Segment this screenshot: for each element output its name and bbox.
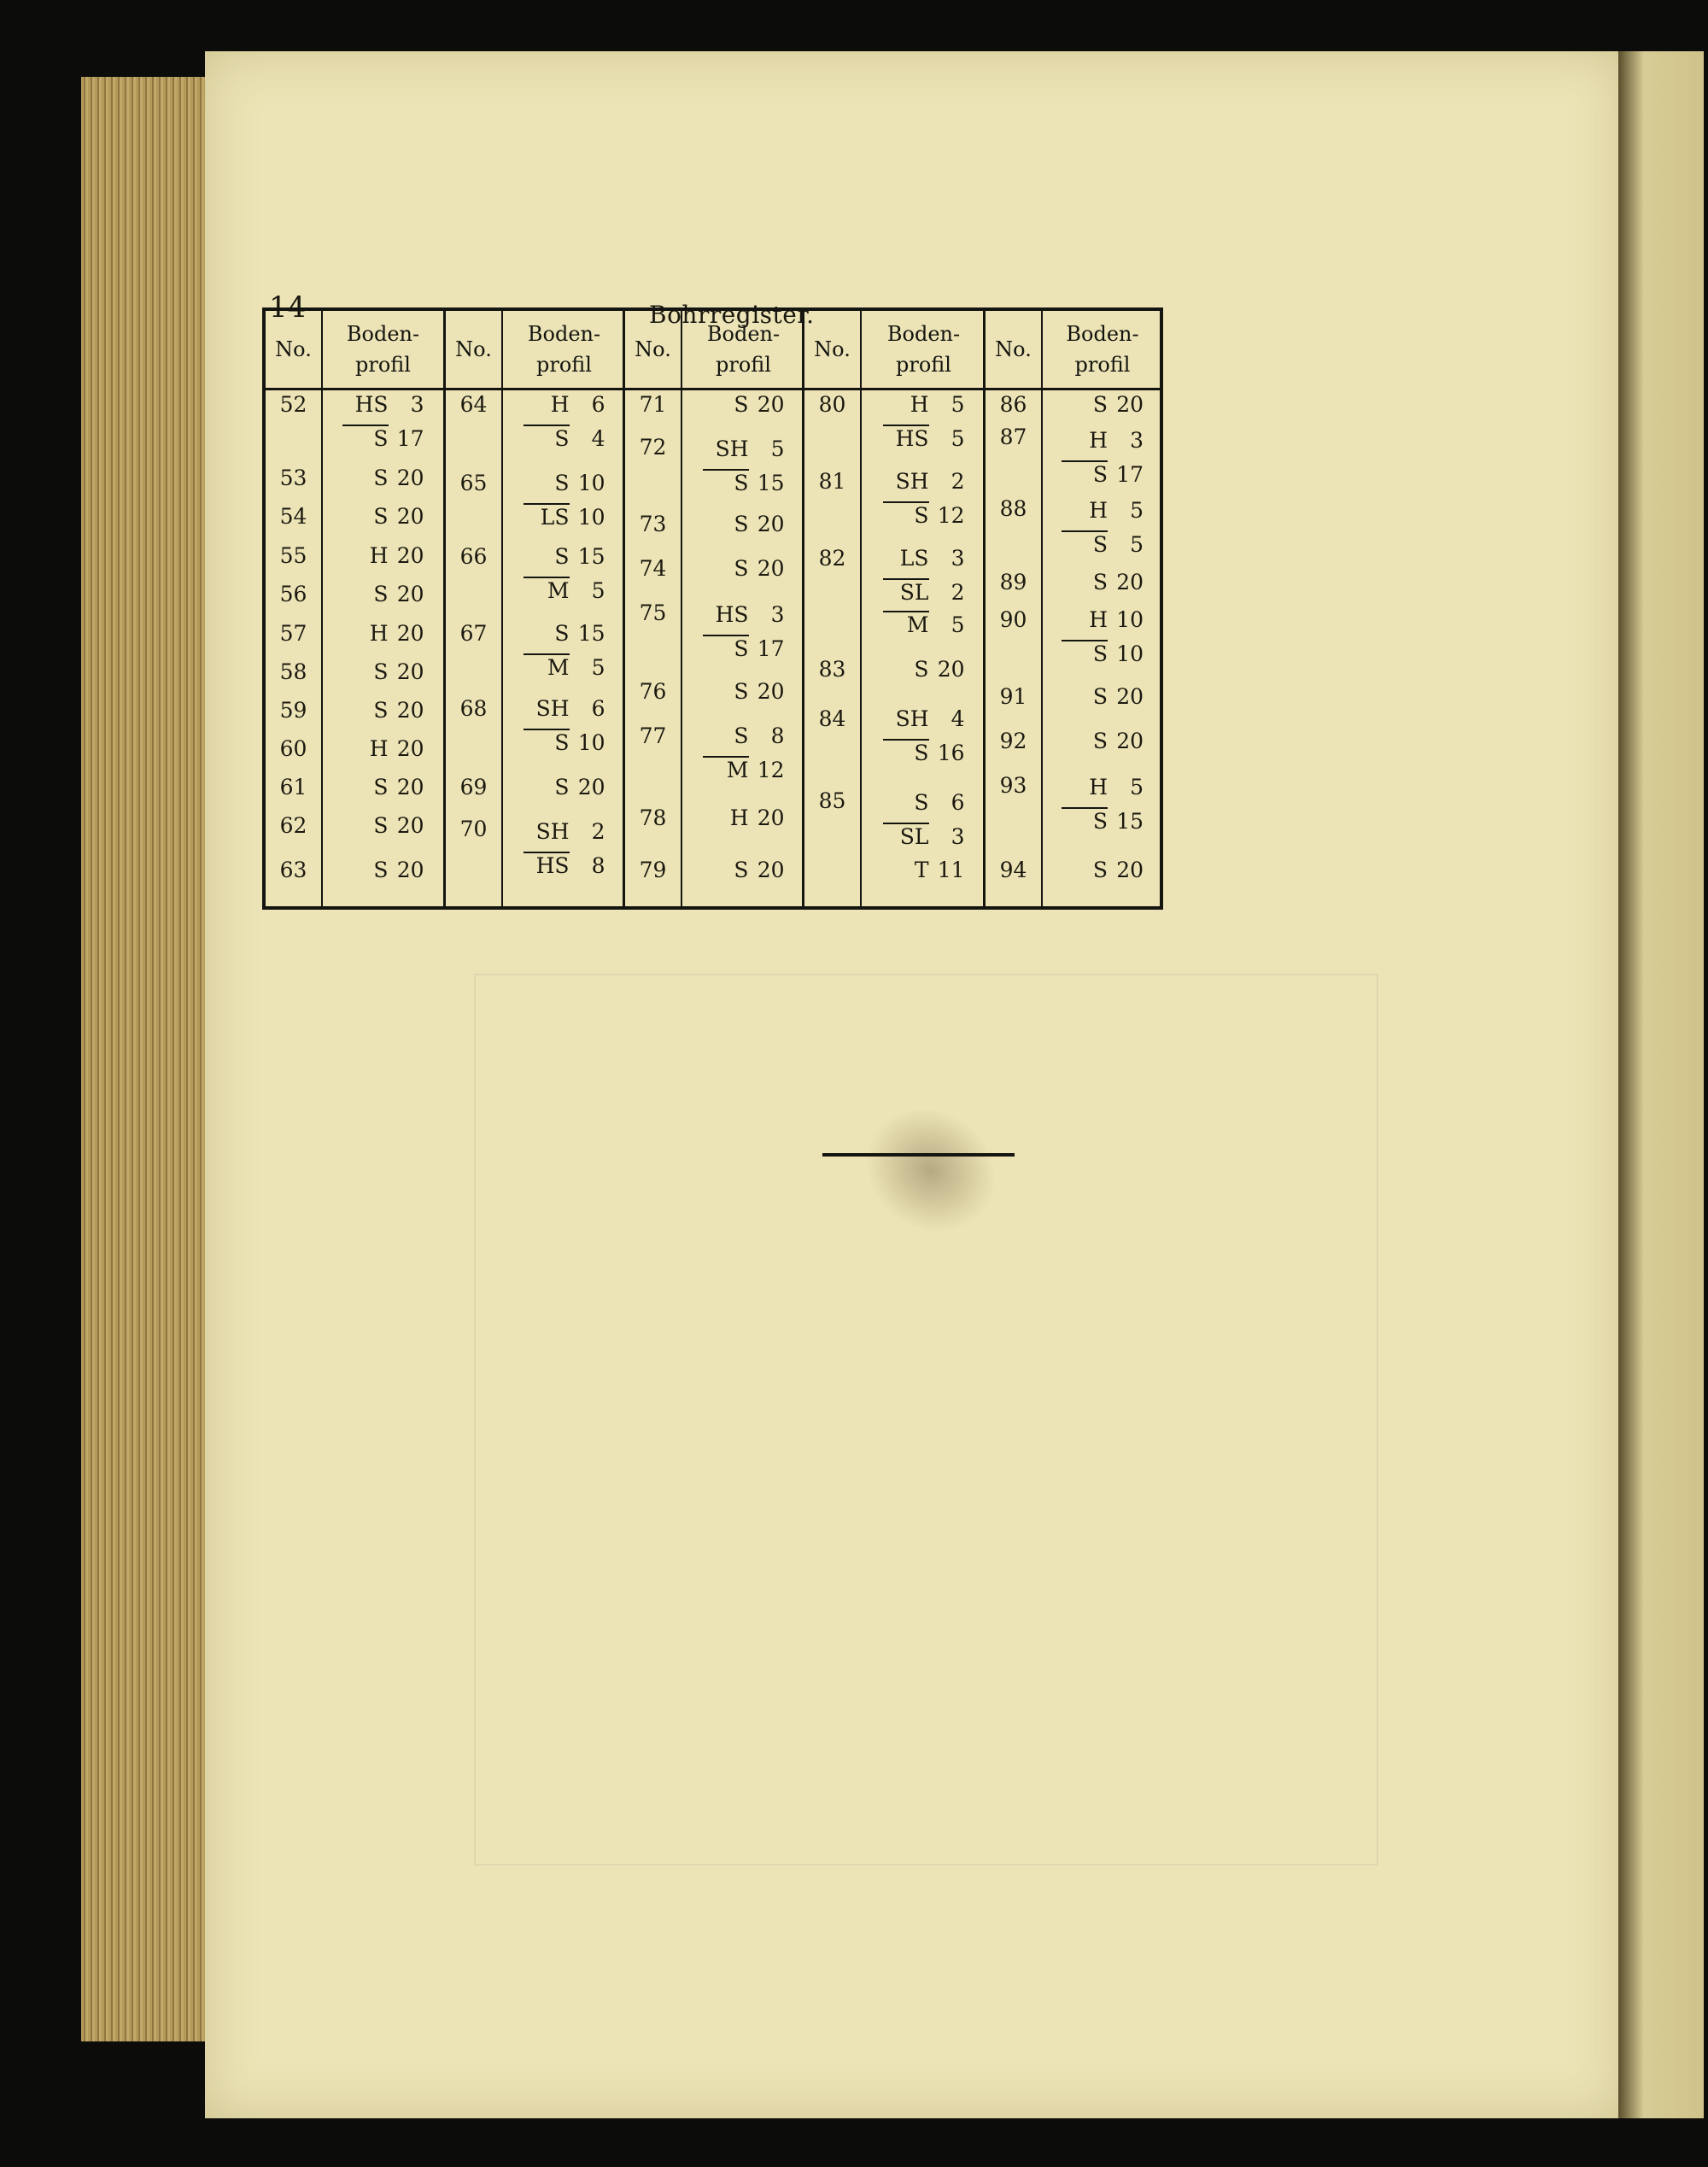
soil-layer [323, 736, 443, 761]
layer-thickness: 5 [1130, 498, 1144, 523]
soil-layer [323, 392, 443, 417]
soil-layer [323, 504, 443, 529]
soil-layer [682, 602, 804, 627]
soil-layer [682, 756, 804, 782]
soil-layer [682, 469, 804, 495]
soil-symbol: S [734, 556, 749, 581]
soil-symbol: S [373, 698, 389, 723]
soil-symbol: HS [524, 852, 570, 878]
layer-thickness: 10 [1116, 641, 1144, 666]
layer-thickness: 16 [937, 741, 965, 765]
layer-thickness: 20 [1116, 684, 1144, 709]
soil-symbol: M [883, 611, 929, 637]
soil-layer [503, 471, 625, 495]
column-group [983, 311, 1162, 906]
bohrung-number: 65 [459, 471, 488, 495]
no-header: No. [804, 311, 860, 390]
layer-thickness: 15 [1116, 809, 1144, 834]
soil-layer [862, 706, 986, 731]
soil-layer [682, 723, 804, 748]
layer-thickness: 20 [1116, 392, 1144, 417]
bohrung-number: 86 [999, 392, 1027, 417]
soil-layer [503, 852, 625, 878]
no-header: No. [266, 311, 321, 390]
layer-thickness: 20 [396, 858, 424, 882]
layer-thickness: 20 [396, 504, 424, 529]
soil-layer [503, 653, 625, 680]
bohrung-number: 55 [279, 543, 307, 568]
soil-layer [862, 546, 986, 571]
layer-thickness: 2 [591, 819, 605, 844]
soil-layer [862, 611, 986, 637]
soil-symbol: S [883, 501, 929, 528]
soil-layer [323, 425, 443, 451]
soil-layer [862, 739, 986, 765]
bohrung-number: 80 [818, 392, 846, 417]
layer-thickness: 5 [591, 578, 605, 603]
no-column [446, 311, 503, 906]
soil-symbol: HS [883, 425, 929, 451]
column-group [623, 311, 804, 906]
column-group [266, 311, 443, 906]
no-header: No. [446, 311, 501, 390]
soil-layer [1043, 775, 1162, 799]
layer-thickness: 10 [1116, 607, 1144, 632]
soil-layer [682, 556, 804, 581]
layer-thickness: 3 [951, 824, 965, 849]
soil-symbol: S [554, 621, 570, 646]
facing-page-edge [1618, 51, 1704, 2118]
soil-layer [503, 544, 625, 569]
soil-layer [682, 436, 804, 461]
soil-symbol: S [373, 775, 389, 799]
soil-symbol: LS [524, 503, 570, 530]
layer-thickness: 3 [770, 602, 785, 627]
bodenprofil-header: Boden- profil [1043, 311, 1162, 390]
soil-layer [1043, 460, 1162, 487]
soil-symbol: S [1062, 640, 1108, 666]
soil-symbol: S [1092, 684, 1108, 709]
book-page-edges [81, 77, 209, 2041]
soil-symbol: S [1092, 392, 1108, 417]
soil-symbol: S [524, 729, 570, 755]
layer-thickness: 6 [591, 696, 605, 721]
layer-thickness: 8 [591, 853, 605, 878]
bohrung-number: 69 [459, 775, 488, 799]
soil-layer [862, 578, 986, 605]
soil-layer [1043, 530, 1162, 557]
soil-layer [862, 657, 986, 682]
soil-symbol: M [703, 756, 749, 782]
soil-symbol: M [524, 577, 570, 603]
soil-symbol: S [342, 425, 389, 451]
layer-thickness: 20 [396, 698, 424, 723]
soil-layer [862, 790, 986, 815]
soil-layer [503, 577, 625, 603]
soil-layer [682, 392, 804, 417]
soil-layer [862, 823, 986, 849]
soil-symbol: S [703, 635, 749, 661]
soil-symbol: M [524, 653, 570, 680]
layer-thickness: 6 [591, 392, 605, 417]
soil-symbol: S [373, 858, 389, 882]
soil-symbol: S [734, 679, 749, 704]
soil-symbol: S [373, 504, 389, 529]
layer-thickness: 12 [937, 503, 965, 528]
no-column [625, 311, 682, 906]
bohrung-number: 63 [279, 858, 307, 882]
soil-symbol: SH [895, 469, 929, 494]
soil-symbol: S [734, 512, 749, 536]
soil-symbol: S [554, 775, 570, 799]
layer-thickness: 12 [757, 758, 785, 782]
bohrung-number: 73 [639, 512, 667, 536]
bohrung-number: 70 [459, 817, 488, 841]
layer-thickness: 5 [1130, 532, 1144, 557]
layer-thickness: 10 [577, 471, 605, 495]
layer-thickness: 11 [937, 858, 965, 882]
bohrung-number: 57 [279, 621, 307, 646]
bohrung-number: 62 [279, 813, 307, 838]
soil-symbol: H [1089, 498, 1108, 523]
bohrung-number: 52 [279, 392, 307, 417]
layer-thickness: 5 [951, 612, 965, 637]
bohrung-number: 76 [639, 679, 667, 704]
soil-symbol: S [373, 659, 389, 684]
soil-layer [503, 425, 625, 451]
bohrung-number: 58 [279, 659, 307, 684]
no-column [266, 311, 323, 906]
soil-symbol: S [1092, 729, 1108, 753]
bodenprofil-header: Boden- profil [682, 311, 804, 390]
page-number: 14 [269, 290, 307, 325]
bohrung-number: 83 [818, 657, 846, 682]
layer-thickness: 20 [396, 775, 424, 799]
layer-thickness: 5 [770, 436, 785, 461]
soil-symbol: S [373, 466, 389, 490]
layer-thickness: 2 [951, 469, 965, 494]
layer-thickness: 20 [396, 736, 424, 761]
layer-thickness: 5 [591, 655, 605, 680]
soil-layer [862, 501, 986, 528]
soil-layer [323, 659, 443, 684]
soil-symbol: S [1062, 530, 1108, 557]
column-group [443, 311, 625, 906]
soil-symbol: SH [535, 819, 570, 844]
bodenprofil-column [1043, 311, 1162, 906]
soil-symbol: SH [535, 696, 570, 721]
no-header: No. [625, 311, 681, 390]
soil-symbol: H [729, 805, 749, 830]
bohrung-number: 61 [279, 775, 307, 799]
soil-symbol: S [703, 469, 749, 495]
soil-symbol: S [734, 858, 749, 882]
soil-symbol: HS [715, 602, 749, 627]
layer-thickness: 20 [757, 556, 785, 581]
bohrung-number: 92 [999, 729, 1027, 753]
bohrung-number: 66 [459, 544, 488, 569]
soil-symbol: H [369, 736, 389, 761]
bodenprofil-header: Boden- profil [323, 311, 443, 390]
soil-layer [1043, 858, 1162, 882]
layer-thickness: 20 [396, 543, 424, 568]
soil-symbol: S [883, 739, 929, 765]
layer-thickness: 20 [396, 621, 424, 646]
bodenprofil-column [503, 311, 625, 906]
bohrung-number: 87 [999, 425, 1027, 449]
bodenprofil-column [323, 311, 443, 906]
soil-symbol: H [1089, 775, 1108, 799]
soil-symbol: S [1092, 858, 1108, 882]
soil-symbol: SH [715, 436, 749, 461]
soil-symbol: SL [883, 578, 929, 605]
bohrung-number: 59 [279, 698, 307, 723]
soil-layer [682, 858, 804, 882]
column-group [802, 311, 986, 906]
bohrung-number: 94 [999, 858, 1027, 882]
bohrung-number: 91 [999, 684, 1027, 709]
bohrung-number: 71 [639, 392, 667, 417]
layer-thickness: 5 [1130, 775, 1144, 799]
no-column [986, 311, 1043, 906]
layer-thickness: 10 [577, 730, 605, 755]
layer-thickness: 20 [757, 512, 785, 536]
soil-symbol: S [524, 425, 570, 451]
layer-thickness: 2 [951, 580, 965, 605]
soil-symbol: H [910, 392, 929, 417]
soil-layer [1043, 392, 1162, 417]
bohrung-number: 89 [999, 570, 1027, 594]
soil-symbol: SH [895, 706, 929, 731]
bohrung-number: 72 [639, 435, 667, 460]
soil-symbol: S [554, 544, 570, 569]
soil-symbol: S [914, 790, 929, 815]
soil-layer [323, 543, 443, 568]
soil-layer [1043, 498, 1162, 523]
layer-thickness: 6 [951, 790, 965, 815]
soil-layer [682, 805, 804, 830]
layer-thickness: 10 [577, 505, 605, 530]
bohrung-number: 88 [999, 496, 1027, 521]
bohrung-number: 82 [818, 546, 846, 571]
layer-thickness: 15 [757, 471, 785, 495]
bohrung-number: 78 [639, 805, 667, 830]
layer-thickness: 20 [937, 657, 965, 682]
layer-thickness: 20 [396, 659, 424, 684]
bodenprofil-column [862, 311, 986, 906]
bodenprofil-column [682, 311, 804, 906]
bohrung-number: 93 [999, 773, 1027, 798]
soil-symbol: S [734, 392, 749, 417]
soil-symbol: S [914, 657, 929, 682]
layer-thickness: 3 [951, 546, 965, 571]
layer-thickness: 4 [951, 706, 965, 731]
bohrung-number: 77 [639, 723, 667, 748]
soil-symbol: S [1062, 807, 1108, 834]
bohrung-number: 90 [999, 607, 1027, 632]
bodenprofil-header: Boden- profil [862, 311, 986, 390]
soil-layer [323, 466, 443, 490]
bohrung-number: 54 [279, 504, 307, 529]
bohrung-number: 67 [459, 621, 488, 646]
soil-layer [862, 858, 986, 882]
layer-thickness: 20 [1116, 570, 1144, 594]
layer-thickness: 20 [1116, 858, 1144, 882]
bohrung-number: 85 [818, 788, 846, 813]
layer-thickness: 15 [577, 544, 605, 569]
layer-thickness: 3 [410, 392, 424, 417]
soil-symbol: S [373, 582, 389, 606]
soil-symbol: H [1089, 428, 1108, 453]
no-column [804, 311, 862, 906]
soil-symbol: S [1092, 570, 1108, 594]
soil-layer [503, 819, 625, 844]
bohrung-number: 84 [818, 706, 846, 731]
bohrung-number: 56 [279, 582, 307, 606]
soil-layer [323, 698, 443, 723]
bohrung-number: 79 [639, 858, 667, 882]
layer-thickness: 20 [757, 392, 785, 417]
layer-thickness: 17 [757, 636, 785, 661]
layer-thickness: 3 [1130, 428, 1144, 453]
soil-layer [503, 503, 625, 530]
layer-thickness: 4 [591, 426, 605, 451]
soil-symbol: H [1089, 607, 1108, 632]
soil-symbol: S [1062, 460, 1108, 487]
soil-layer [503, 621, 625, 646]
soil-layer [1043, 640, 1162, 666]
no-header: No. [986, 311, 1041, 390]
soil-symbol: SL [883, 823, 929, 849]
layer-thickness: 17 [396, 426, 424, 451]
soil-layer [862, 425, 986, 451]
layer-thickness: 20 [396, 813, 424, 838]
bohrung-number: 64 [459, 392, 488, 417]
soil-layer [682, 679, 804, 704]
section-rule [822, 1153, 1015, 1157]
bohrung-number: 81 [818, 469, 846, 494]
bohrung-number: 60 [279, 736, 307, 761]
soil-layer [323, 775, 443, 799]
layer-thickness: 15 [577, 621, 605, 646]
soil-layer [1043, 607, 1162, 632]
soil-layer [503, 729, 625, 755]
soil-layer [1043, 570, 1162, 594]
layer-thickness: 20 [396, 582, 424, 606]
layer-thickness: 5 [951, 426, 965, 451]
soil-symbol: LS [899, 546, 929, 571]
layer-thickness: 17 [1116, 462, 1144, 487]
running-title: Bohrregister. [649, 301, 815, 329]
soil-layer [1043, 729, 1162, 753]
layer-thickness: 20 [1116, 729, 1144, 753]
soil-layer [1043, 428, 1162, 453]
layer-thickness: 20 [757, 858, 785, 882]
soil-layer [682, 512, 804, 536]
soil-symbol: T [914, 858, 929, 882]
soil-layer [323, 582, 443, 606]
bohrung-number: 74 [639, 556, 667, 581]
layer-thickness: 8 [770, 723, 785, 748]
soil-layer [862, 469, 986, 494]
bohrung-number: 68 [459, 696, 488, 721]
soil-layer [323, 858, 443, 882]
soil-layer [1043, 807, 1162, 834]
soil-layer [682, 635, 804, 661]
soil-layer [503, 392, 625, 417]
bohrung-number: 53 [279, 466, 307, 490]
soil-symbol: H [369, 543, 389, 568]
layer-thickness: 20 [757, 679, 785, 704]
soil-layer [323, 621, 443, 646]
layer-thickness: 5 [951, 392, 965, 417]
soil-symbol: S [373, 813, 389, 838]
soil-layer [1043, 684, 1162, 709]
soil-layer [323, 813, 443, 838]
soil-symbol: S [734, 723, 749, 748]
soil-layer [503, 696, 625, 721]
soil-layer [503, 775, 625, 799]
bohrung-number: 75 [639, 600, 667, 625]
soil-symbol: H [550, 392, 570, 417]
soil-symbol: S [554, 471, 570, 495]
soil-layer [862, 392, 986, 417]
layer-thickness: 20 [577, 775, 605, 799]
soil-symbol: HS [354, 392, 389, 417]
soil-symbol: H [369, 621, 389, 646]
layer-thickness: 20 [396, 466, 424, 490]
bohrregister-table [262, 307, 1163, 910]
layer-thickness: 20 [757, 805, 785, 830]
bodenprofil-header: Boden- profil [503, 311, 625, 390]
